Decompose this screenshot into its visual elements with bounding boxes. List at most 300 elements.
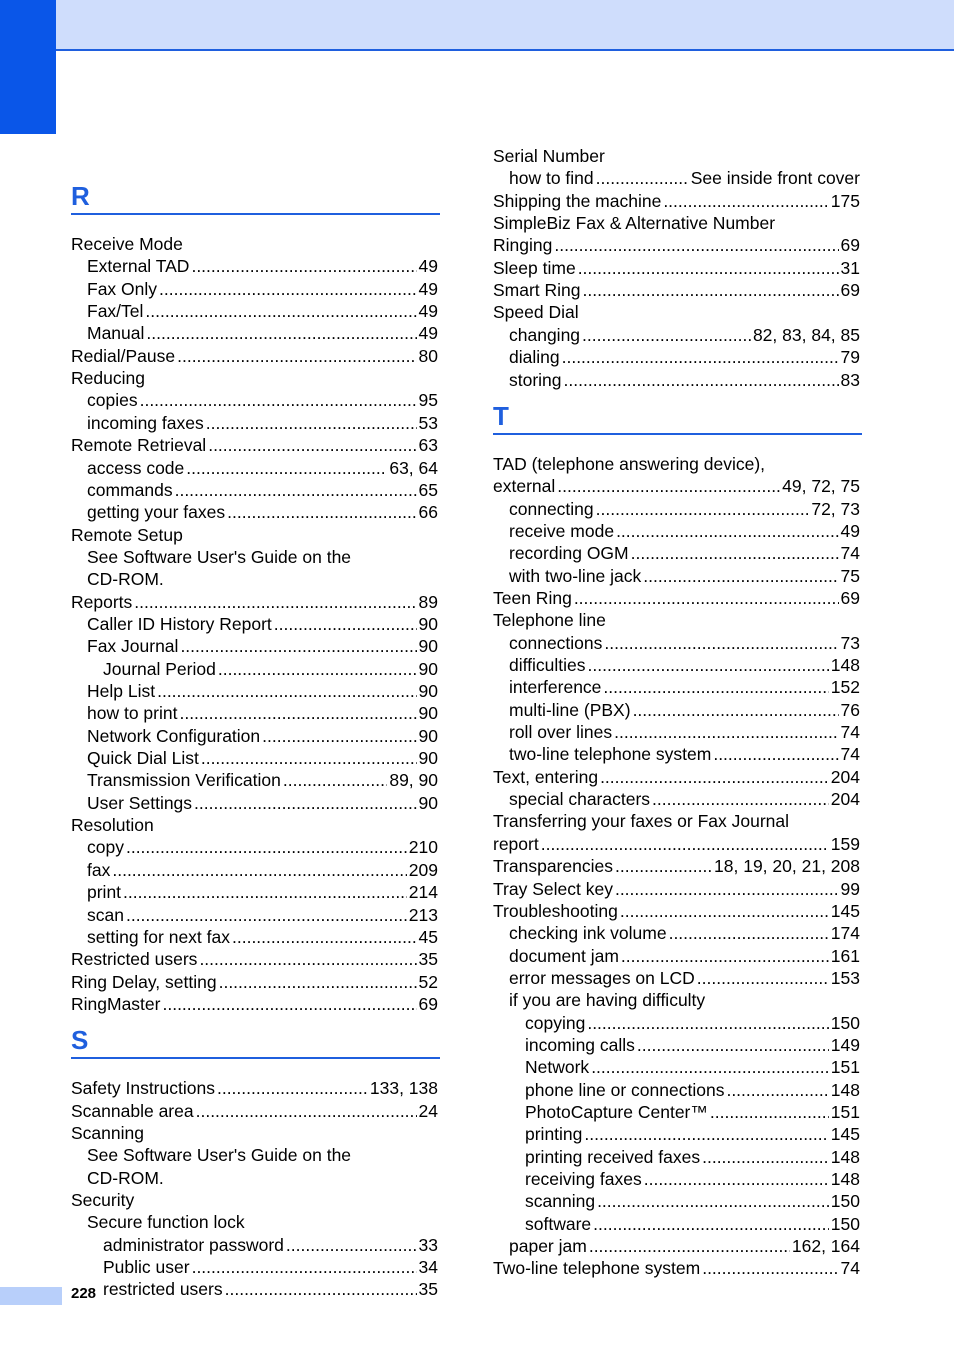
index-entry bbox=[87, 568, 438, 590]
index-term: receive mode bbox=[509, 520, 615, 541]
index-entry bbox=[71, 524, 438, 546]
index-entry bbox=[87, 412, 438, 434]
dot-leader bbox=[208, 434, 416, 456]
dot-leader bbox=[201, 747, 417, 769]
index-term: Caller ID History Report bbox=[87, 613, 272, 634]
section-letter: R bbox=[71, 181, 90, 211]
index-term: User Settings bbox=[87, 792, 193, 813]
index-entry bbox=[525, 1123, 860, 1145]
index-term: Scannable area bbox=[71, 1100, 194, 1121]
dot-leader bbox=[140, 389, 417, 411]
index-entry bbox=[87, 546, 438, 568]
dot-leader bbox=[186, 457, 387, 479]
index-entry bbox=[493, 279, 860, 301]
index-term: incoming faxes bbox=[87, 412, 204, 433]
index-term: incoming calls bbox=[525, 1034, 635, 1055]
index-term: Tray Select key bbox=[493, 878, 613, 899]
index-term: TAD (telephone answering device), bbox=[493, 453, 766, 474]
dot-leader bbox=[597, 1190, 829, 1212]
index-entry bbox=[87, 859, 438, 881]
index-entry bbox=[509, 654, 860, 676]
index-entry bbox=[493, 900, 860, 922]
index-term: Public user bbox=[103, 1257, 190, 1278]
index-term: Fax Journal bbox=[87, 636, 179, 657]
index-term: SimpleBiz Fax & Alternative Number bbox=[493, 213, 776, 234]
page-reference: 35 bbox=[418, 949, 438, 970]
index-entry bbox=[87, 680, 438, 702]
dot-leader bbox=[218, 658, 417, 680]
page-reference: 82, 83, 84, 85 bbox=[752, 324, 860, 345]
dot-leader bbox=[562, 346, 839, 368]
index-entry bbox=[525, 1190, 860, 1212]
index-term: paper jam bbox=[509, 1236, 587, 1257]
page-reference: 49 bbox=[418, 323, 438, 344]
page-reference: 72, 73 bbox=[811, 498, 860, 519]
page-reference: 174 bbox=[830, 923, 860, 944]
dot-leader bbox=[591, 1056, 829, 1078]
index-term: scan bbox=[87, 904, 124, 925]
index-term: recording OGM bbox=[509, 543, 629, 564]
index-entry bbox=[87, 702, 438, 724]
page-reference: 73 bbox=[840, 632, 860, 653]
index-entry bbox=[493, 878, 860, 900]
index-entry bbox=[87, 1144, 438, 1166]
page-reference: 148 bbox=[830, 655, 860, 675]
page-reference: 151 bbox=[830, 1102, 860, 1122]
index-entry bbox=[493, 301, 860, 323]
section-letter: S bbox=[71, 1025, 89, 1056]
top-header-band bbox=[56, 0, 954, 51]
page-reference: 65 bbox=[418, 479, 438, 500]
dot-leader bbox=[620, 900, 829, 922]
index-term: interference bbox=[509, 677, 602, 698]
index-term: access code bbox=[87, 457, 185, 478]
index-entry bbox=[493, 212, 860, 234]
index-term: PhotoCapture Center™ bbox=[525, 1102, 708, 1122]
index-entry bbox=[103, 1234, 438, 1256]
dot-leader bbox=[600, 766, 829, 788]
index-entry bbox=[71, 993, 438, 1015]
dot-leader bbox=[596, 498, 810, 520]
dot-leader bbox=[584, 1123, 828, 1145]
dot-leader bbox=[192, 1256, 417, 1278]
index-term: receiving faxes bbox=[525, 1169, 642, 1190]
index-term: phone line or connections bbox=[525, 1079, 725, 1100]
page-reference: 90 bbox=[418, 636, 438, 657]
page-reference: 35 bbox=[418, 1279, 438, 1300]
page-reference: 49 bbox=[840, 520, 860, 541]
index-entry bbox=[509, 520, 860, 542]
page-reference: 74 bbox=[840, 722, 860, 743]
page-reference: 24 bbox=[418, 1100, 438, 1121]
page-reference: 33 bbox=[418, 1234, 438, 1255]
dot-leader bbox=[206, 412, 417, 434]
page-reference: 90 bbox=[418, 748, 438, 769]
index-entry bbox=[509, 945, 860, 967]
index-entry bbox=[493, 475, 860, 497]
index-entry bbox=[87, 881, 438, 903]
index-entry bbox=[71, 971, 438, 993]
index-entry bbox=[71, 1122, 438, 1144]
index-entry bbox=[87, 769, 438, 791]
index-entry bbox=[509, 1235, 860, 1257]
dot-leader bbox=[631, 542, 839, 564]
index-term: Remote Retrieval bbox=[71, 435, 207, 456]
index-term: Network Configuration bbox=[87, 725, 261, 746]
page-reference: 95 bbox=[418, 390, 438, 411]
page-reference: 49 bbox=[418, 278, 438, 299]
index-term: copies bbox=[87, 390, 138, 411]
index-entry bbox=[525, 1168, 860, 1190]
page-reference: 151 bbox=[830, 1057, 860, 1078]
index-term: Two-line telephone system bbox=[493, 1258, 701, 1279]
index-term: document jam bbox=[509, 945, 619, 966]
index-term: Receive Mode bbox=[71, 234, 183, 254]
dot-leader bbox=[179, 702, 416, 724]
index-term: Restricted users bbox=[71, 949, 198, 970]
page-reference: 213 bbox=[408, 904, 438, 925]
dot-leader bbox=[162, 993, 416, 1015]
index-entry bbox=[493, 587, 860, 609]
index-entry bbox=[71, 591, 438, 613]
index-entry bbox=[87, 322, 438, 344]
index-term: if you are having difficulty bbox=[509, 990, 706, 1011]
index-term: Scanning bbox=[71, 1122, 144, 1143]
dot-leader bbox=[146, 322, 416, 344]
index-entry bbox=[525, 1012, 860, 1034]
dot-leader bbox=[702, 1146, 829, 1168]
index-term: Safety Instructions bbox=[71, 1078, 215, 1099]
index-term: copy bbox=[87, 837, 124, 858]
index-term: report bbox=[493, 833, 539, 854]
section-letter: T bbox=[493, 400, 509, 431]
index-entry bbox=[525, 1079, 860, 1101]
index-term: print bbox=[87, 882, 122, 903]
index-entry bbox=[71, 233, 438, 255]
page-reference: 148 bbox=[830, 1146, 860, 1167]
page-reference: 145 bbox=[830, 900, 860, 921]
index-term: commands bbox=[87, 479, 173, 500]
dot-leader bbox=[199, 948, 416, 970]
index-term: scanning bbox=[525, 1191, 596, 1212]
page-reference: 69 bbox=[840, 280, 860, 301]
page-reference: 209 bbox=[408, 859, 438, 880]
page-reference: 31 bbox=[840, 257, 860, 278]
page-reference: 99 bbox=[840, 878, 860, 899]
dot-leader bbox=[232, 926, 417, 948]
dot-leader bbox=[710, 1101, 829, 1123]
index-term: dialing bbox=[509, 347, 560, 368]
index-entry bbox=[87, 725, 438, 747]
index-entry bbox=[87, 613, 438, 635]
dot-leader bbox=[633, 699, 839, 721]
index-term: printing received faxes bbox=[525, 1146, 701, 1167]
index-term: Text, entering bbox=[493, 766, 599, 787]
page-reference: 210 bbox=[408, 837, 438, 858]
index-term: administrator password bbox=[103, 1234, 284, 1255]
index-term: See Software User's Guide on the bbox=[87, 546, 352, 567]
index-term: Reducing bbox=[71, 368, 145, 389]
index-entry bbox=[525, 1146, 860, 1168]
index-term: Transferring your faxes or Fax Journal bbox=[493, 811, 789, 832]
page-reference: 153 bbox=[830, 967, 860, 988]
section-header-s bbox=[71, 1023, 440, 1059]
dot-leader bbox=[564, 369, 839, 391]
dot-leader bbox=[217, 1077, 368, 1099]
page-reference: 149 bbox=[830, 1034, 860, 1055]
dot-leader bbox=[582, 324, 751, 346]
index-term: connecting bbox=[509, 498, 594, 519]
dot-leader bbox=[588, 654, 829, 676]
dot-leader bbox=[145, 300, 416, 322]
index-entry bbox=[87, 479, 438, 501]
index-term: roll over lines bbox=[509, 722, 613, 743]
dot-leader bbox=[180, 635, 416, 657]
index-term: Teen Ring bbox=[493, 587, 572, 608]
index-entry bbox=[493, 855, 860, 877]
dot-leader bbox=[614, 721, 838, 743]
index-term: how to find bbox=[509, 168, 594, 189]
index-term: error messages on LCD bbox=[509, 967, 695, 988]
dot-leader bbox=[541, 833, 829, 855]
page-reference: 49 bbox=[418, 256, 438, 277]
index-term: Reports bbox=[71, 591, 133, 612]
index-entry bbox=[71, 1100, 438, 1122]
index-entry bbox=[71, 434, 438, 456]
page-reference: 45 bbox=[418, 926, 438, 947]
index-entry bbox=[87, 300, 438, 322]
index-term: Telephone line bbox=[493, 610, 606, 631]
section-header-t bbox=[493, 399, 862, 435]
dot-leader bbox=[286, 1234, 417, 1256]
dot-leader bbox=[126, 904, 407, 926]
index-term: Help List bbox=[87, 681, 156, 701]
index-term: Fax/Tel bbox=[87, 301, 144, 322]
index-entry bbox=[493, 257, 860, 279]
index-entry bbox=[509, 967, 860, 989]
index-term: getting your faxes bbox=[87, 502, 226, 523]
index-entry bbox=[493, 234, 860, 256]
page-reference: 204 bbox=[830, 766, 860, 787]
page-reference: 214 bbox=[408, 882, 438, 903]
page-reference: 162, 164 bbox=[791, 1236, 860, 1257]
index-entry bbox=[87, 926, 438, 948]
dot-leader bbox=[669, 922, 829, 944]
index-entry bbox=[71, 948, 438, 970]
page-reference: 69 bbox=[418, 993, 438, 1014]
index-term: CD-ROM. bbox=[87, 1167, 164, 1188]
chapter-tab bbox=[0, 0, 56, 134]
index-entry bbox=[87, 836, 438, 858]
index-term: special characters bbox=[509, 789, 651, 810]
index-entry bbox=[87, 278, 438, 300]
index-term: multi-line (PBX) bbox=[509, 699, 631, 720]
index-entry bbox=[509, 989, 860, 1011]
dot-leader bbox=[112, 859, 406, 881]
page-reference: 69 bbox=[840, 235, 860, 256]
page-reference: See inside front cover bbox=[690, 168, 860, 189]
index-entry bbox=[509, 369, 860, 391]
index-entry bbox=[509, 324, 860, 346]
page-reference: 204 bbox=[830, 789, 860, 810]
dot-leader bbox=[574, 587, 839, 609]
index-term: Speed Dial bbox=[493, 302, 579, 323]
index-entry bbox=[87, 904, 438, 926]
dot-leader bbox=[652, 788, 829, 810]
dot-leader bbox=[621, 945, 829, 967]
index-entry bbox=[509, 632, 860, 654]
index-entry bbox=[525, 1034, 860, 1056]
dot-leader bbox=[159, 278, 417, 300]
dot-leader bbox=[589, 1235, 790, 1257]
page-reference: 152 bbox=[830, 677, 860, 698]
index-term: Network bbox=[525, 1057, 590, 1078]
index-entry bbox=[87, 792, 438, 814]
index-entry bbox=[509, 676, 860, 698]
page-reference: 90 bbox=[418, 725, 438, 746]
page-reference: 53 bbox=[418, 412, 438, 433]
page-reference: 66 bbox=[418, 502, 438, 523]
dot-leader bbox=[175, 479, 417, 501]
index-term: Quick Dial List bbox=[87, 748, 199, 769]
index-entry bbox=[509, 721, 860, 743]
page-reference: 90 bbox=[418, 681, 438, 701]
dot-leader bbox=[637, 1034, 829, 1056]
page-reference: 90 bbox=[418, 613, 438, 634]
page-number: 228 bbox=[71, 1285, 97, 1302]
dot-leader bbox=[196, 1100, 417, 1122]
page-reference: 63, 64 bbox=[389, 457, 438, 478]
dot-leader bbox=[587, 1012, 828, 1034]
index-term: Sleep time bbox=[493, 257, 576, 278]
dot-leader bbox=[157, 680, 416, 702]
page-reference: 89, 90 bbox=[389, 770, 438, 791]
index-term: restricted users bbox=[103, 1279, 223, 1300]
index-term: Ringing bbox=[493, 235, 553, 256]
index-entry bbox=[493, 766, 860, 788]
index-term: storing bbox=[509, 369, 562, 390]
page-reference: 74 bbox=[840, 543, 860, 564]
dot-leader bbox=[593, 1213, 829, 1235]
index-entry bbox=[509, 788, 860, 810]
dot-leader bbox=[554, 234, 838, 256]
page-reference: 90 bbox=[418, 703, 438, 724]
index-entry bbox=[87, 501, 438, 523]
index-entry bbox=[87, 457, 438, 479]
index-term: with two-line jack bbox=[509, 565, 642, 586]
dot-leader bbox=[644, 1168, 829, 1190]
dot-leader bbox=[219, 971, 417, 993]
page-reference: 175 bbox=[830, 190, 860, 211]
page-reference: 90 bbox=[418, 658, 438, 679]
index-entry bbox=[493, 609, 860, 631]
dot-leader bbox=[583, 279, 839, 301]
index-entry bbox=[509, 565, 860, 587]
dot-leader bbox=[194, 792, 416, 814]
page-reference: 75 bbox=[840, 565, 860, 586]
index-term: Ring Delay, setting bbox=[71, 971, 217, 992]
page-reference: 49, 72, 75 bbox=[782, 476, 860, 497]
index-entry bbox=[87, 389, 438, 411]
dot-leader bbox=[596, 167, 689, 189]
index-entry bbox=[509, 743, 860, 765]
page-reference: 74 bbox=[840, 1258, 860, 1279]
dot-leader bbox=[191, 255, 416, 277]
index-entry bbox=[71, 814, 438, 836]
index-term: setting for next fax bbox=[87, 926, 230, 947]
dot-leader bbox=[134, 591, 416, 613]
index-term: two-line telephone system bbox=[509, 744, 712, 765]
index-entry bbox=[493, 1257, 860, 1279]
index-term: External TAD bbox=[87, 256, 190, 277]
page-reference: 63 bbox=[418, 435, 438, 456]
page-reference: 49 bbox=[418, 301, 438, 322]
index-entry bbox=[103, 1256, 438, 1278]
index-entry bbox=[87, 1167, 438, 1189]
dot-leader bbox=[663, 190, 828, 212]
index-entry bbox=[525, 1101, 860, 1123]
index-entry bbox=[509, 699, 860, 721]
index-term: Transparencies bbox=[493, 856, 613, 877]
index-term: Redial/Pause bbox=[71, 345, 176, 366]
index-entry bbox=[525, 1056, 860, 1078]
index-term: Journal Period bbox=[103, 658, 216, 679]
page-reference: 150 bbox=[830, 1012, 860, 1033]
page-reference: 52 bbox=[418, 971, 438, 992]
index-term: Shipping the machine bbox=[493, 190, 662, 211]
index-entry bbox=[509, 498, 860, 520]
index-term: copying bbox=[525, 1012, 586, 1033]
index-entry bbox=[87, 1211, 438, 1233]
index-entry bbox=[493, 833, 860, 855]
index-term: Manual bbox=[87, 323, 145, 344]
index-term: Fax Only bbox=[87, 278, 158, 299]
index-entry bbox=[525, 1213, 860, 1235]
dot-leader bbox=[177, 345, 416, 367]
dot-leader bbox=[123, 881, 407, 903]
index-entry bbox=[71, 1189, 438, 1211]
index-entry bbox=[509, 346, 860, 368]
dot-leader bbox=[227, 501, 416, 523]
page-reference: 159 bbox=[830, 833, 860, 854]
page-reference: 150 bbox=[830, 1213, 860, 1234]
dot-leader bbox=[557, 475, 780, 497]
index-term: See Software User's Guide on the bbox=[87, 1145, 352, 1166]
index-term: Remote Setup bbox=[71, 524, 183, 545]
index-term: Serial Number bbox=[493, 146, 605, 166]
dot-leader bbox=[616, 520, 838, 542]
index-term: Secure function lock bbox=[87, 1212, 245, 1233]
page-reference: 74 bbox=[840, 744, 860, 765]
page-reference: 89 bbox=[418, 591, 438, 612]
dot-leader bbox=[262, 725, 416, 747]
index-term: Transmission Verification bbox=[87, 770, 281, 791]
index-term: software bbox=[525, 1213, 592, 1234]
page-reference: 148 bbox=[830, 1169, 860, 1190]
index-term: CD-ROM. bbox=[87, 569, 164, 590]
page-reference: 161 bbox=[830, 945, 860, 966]
dot-leader bbox=[702, 1257, 838, 1279]
index-entry bbox=[87, 635, 438, 657]
index-entry bbox=[87, 255, 438, 277]
index-term: printing bbox=[525, 1124, 583, 1145]
index-term: how to print bbox=[87, 703, 178, 724]
index-entry bbox=[71, 367, 438, 389]
dot-leader bbox=[697, 967, 829, 989]
index-entry bbox=[103, 1278, 438, 1300]
dot-leader bbox=[643, 565, 838, 587]
dot-leader bbox=[713, 743, 838, 765]
